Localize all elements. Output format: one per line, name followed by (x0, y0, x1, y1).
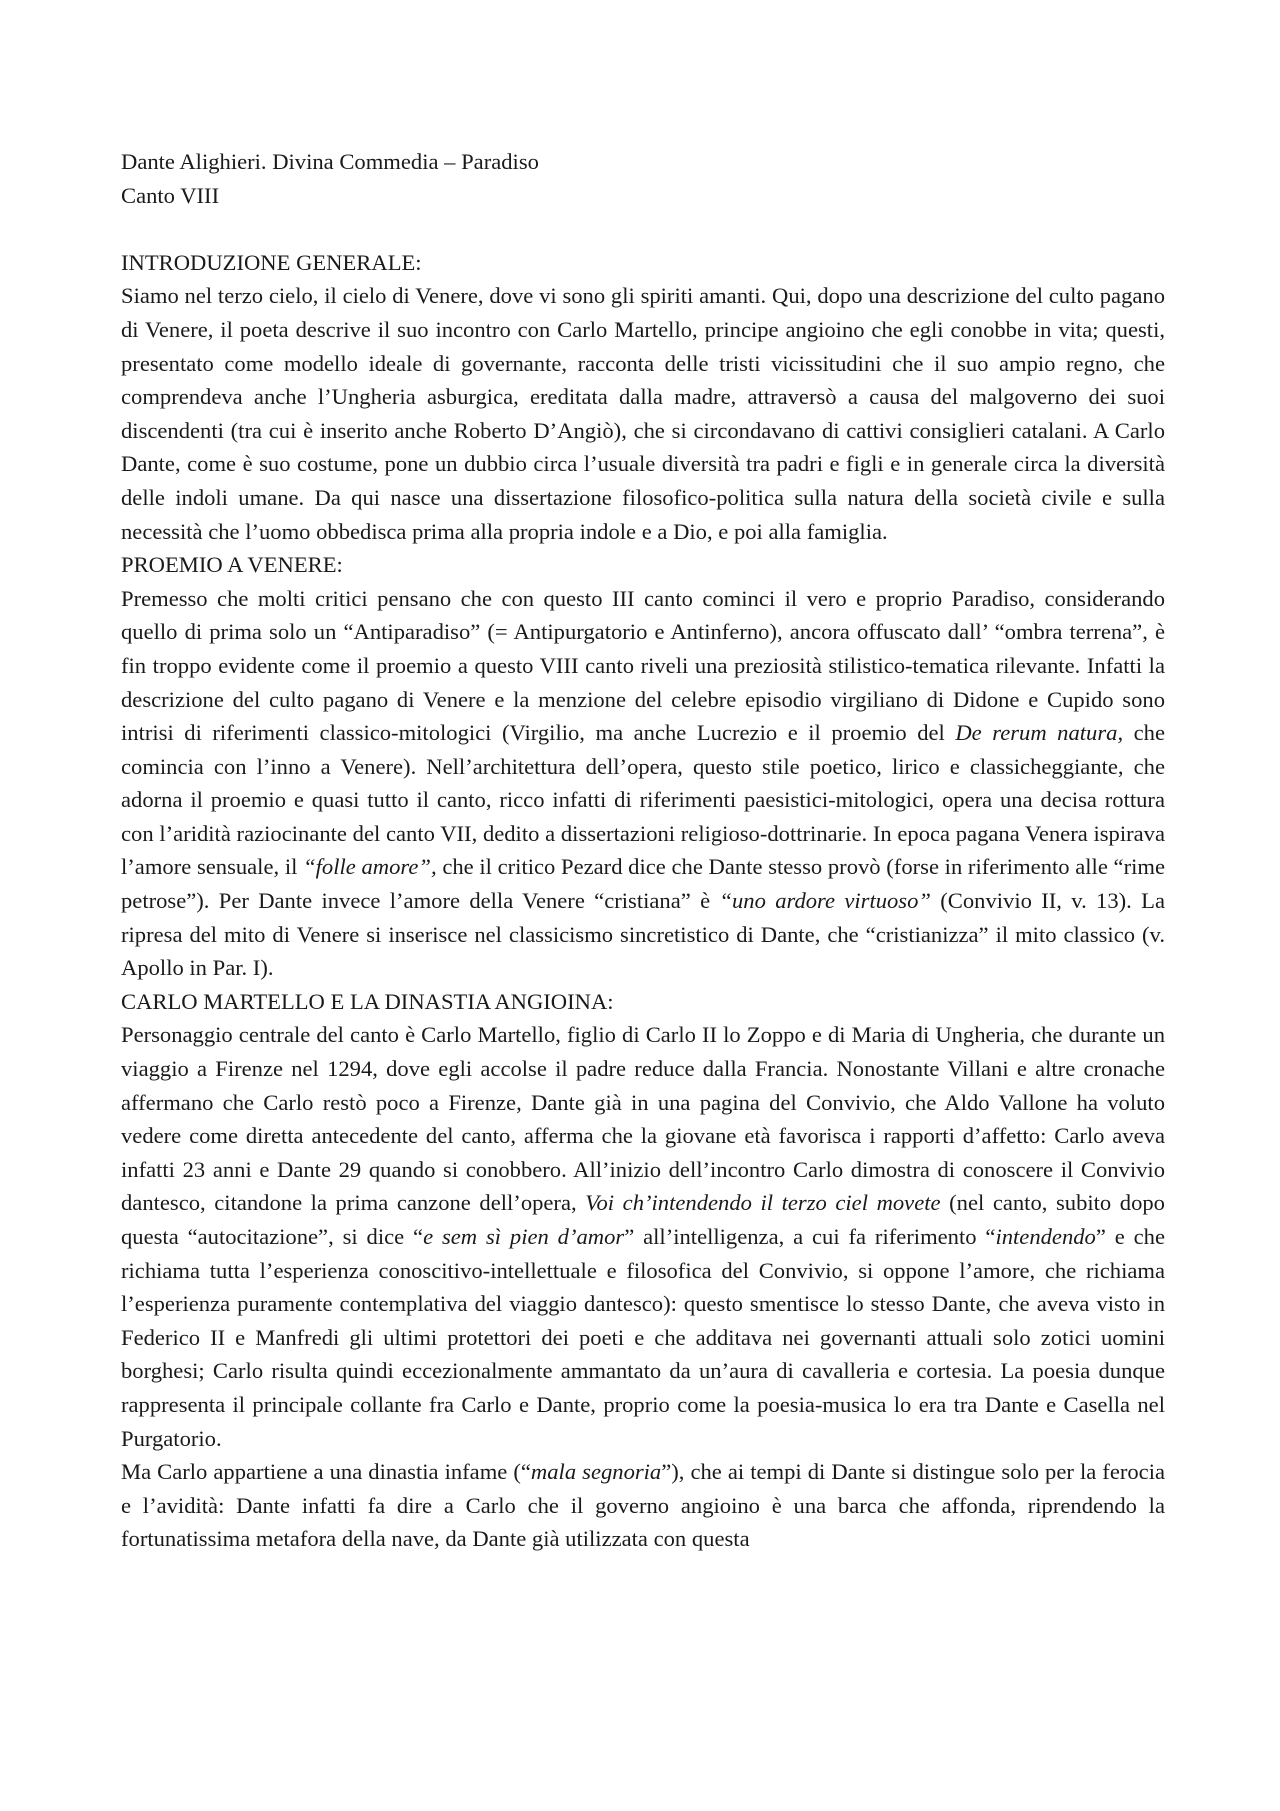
carlo-heading: CARLO MARTELLO E LA DINASTIA ANGIOINA: (121, 988, 614, 1014)
carlo-paragraph-2: Ma Carlo appartiene a una dinastia infame (“mala segnoria”), che ai tempi di Dante si distingue solo per la ferocia e l’avidità: Dante infatti fa dire a Carlo che il governo angioino è una barca che affonda, riprendendo la fortunatissima metafora della nave, da Dante già utilizzata con questa (121, 1459, 1165, 1552)
carlo-italic-4: mala segnoria (530, 1459, 662, 1485)
proemio-heading: PROEMIO A VENERE: (121, 552, 343, 578)
carlo-italic-1: Voi ch’intendendo il terzo ciel movete (585, 1190, 941, 1216)
blank-line (121, 212, 1165, 246)
document-title: Dante Alighieri. Divina Commedia – Paradiso (121, 149, 539, 174)
carlo-italic-3: intendendo (995, 1224, 1096, 1249)
canto-label: Canto VIII (121, 182, 220, 208)
proemio-paragraph: Premesso che molti critici pensano che con questo III canto cominci il vero e proprio Paradiso, considerando quello di prima solo un “Antiparadiso” (= Antipurgatorio e Antinferno), ancora offuscato dall’ “ombra terrena”, è fin troppo evidente come il proemio a questo VIII canto riveli una preziosità stilistico-tematica rilevante. Infatti la descrizione del culto pagano di Venere e la menzione del celebre episodio virgiliano di Didone e Cupido sono intrisi di riferimenti classico-mitologici (Virgilio, ma anche Lucrezio e il proemio del De rerum natura, che comincia con l’inno a Venere). Nell’architettura dell’opera, questo stile poetico, lirico e classicheggiante, che adorna il proemio e quasi tutto il canto, ricco infatti di riferimenti paesistici-mitologici, opera una decisa rottura con l’aridità raziocinante del canto VII, dedito a dissertazioni religioso-dottrinarie. In epoca pagana Venera ispirava l’amore sensuale, il “folle amore”, che il critico Pezard dice che Dante stesso provò (forse in riferimento alle “rime petrose”). Per Dante invece l’amore della Venere “cristiana” è “uno ardore virtuoso” (Convivio II, v. 13). La ripresa del mito di Venere si inserisce nel classicismo sincretistico di Dante, che “cristianizza” il mito classico (v. Apollo in Par. I). (121, 585, 1165, 981)
intro-paragraph: Siamo nel terzo cielo, il cielo di Venere, dove vi sono gli spiriti amanti. Qui, dopo una descrizione del culto pagano di Venere, il poeta descrive il suo incontro con Carlo Martello, principe angioino che egli conobbe in vita; questi, presentato come modello ideale di governante, racconta delle tristi vicissitudini che il suo ampio regno, che comprendeva anche l’Ungheria asburgica, ereditata dalla madre, attraversò a causa del malgoverno dei suoi discendenti (tra cui è inserito anche Roberto D’Angiò), che si circondavano di cattivi consiglieri catalani. A Carlo Dante, come è suo costume, pone un dubbio circa l’usuale diversità tra padri e figli e in generale circa la diversità delle indoli umane. Da qui nasce una dissertazione filosofico-politica sulla natura della società civile e sulla necessità che l’uomo obbedisca prima alla propria indole e a Dio, e poi alla famiglia. (121, 283, 1165, 544)
proemio-italic-2: “folle amore”, (303, 854, 437, 880)
carlo-italic-2: e sem sì pien d’amor (423, 1224, 625, 1249)
intro-heading: INTRODUZIONE GENERALE: (121, 249, 422, 275)
carlo-paragraph-1: Personaggio centrale del canto è Carlo Martello, figlio di Carlo II lo Zoppo e di Maria di Ungheria, che durante un viaggio a Firenze nel 1294, dove egli accolse il padre reduce dalla Francia. Nonostante Villani e altre cronache affermano che Carlo restò poco a Firenze, Dante già in una pagina del Convivio, che Aldo Vallone ha voluto vedere come diretta antecedente del canto, afferma che la giovane età favorisca i rapporti d’affetto: Carlo aveva infatti 23 anni e Dante 29 quando si conobbero. All’inizio dell’incontro Carlo dimostra di conoscere il Convivio dantesco, citandone la prima canzone dell’opera, Voi ch’intendendo il terzo ciel movete (nel canto, subito dopo questa “autocitazione”, si dice “e sem sì pien d’amor” all’intelligenza, a cui fa riferimento “intendendo” e che richiama tutta l’esperienza conoscitivo-intellettuale e filosofica del Convivio, si oppone l’amore, che richiama l’esperienza puramente contemplativa del viaggio dantesco): questo smentisce lo stesso Dante, che aveva visto in Federico II e Manfredi gli ultimi protettori dei poeti e che additava nei governanti attuali solo zotici uomini borghesi; Carlo risulta quindi eccezionalmente ammantato da un’aura di cavalleria e cortesia. La poesia dunque rappresenta il principale collante fra Carlo e Dante, proprio come la poesia-musica lo era tra Dante e Casella nel Purgatorio. (121, 1022, 1166, 1451)
proemio-italic-3: “uno ardore virtuoso” (719, 888, 931, 914)
document-page (121, 145, 1165, 1556)
proemio-italic-1: De rerum natura, (955, 720, 1124, 746)
